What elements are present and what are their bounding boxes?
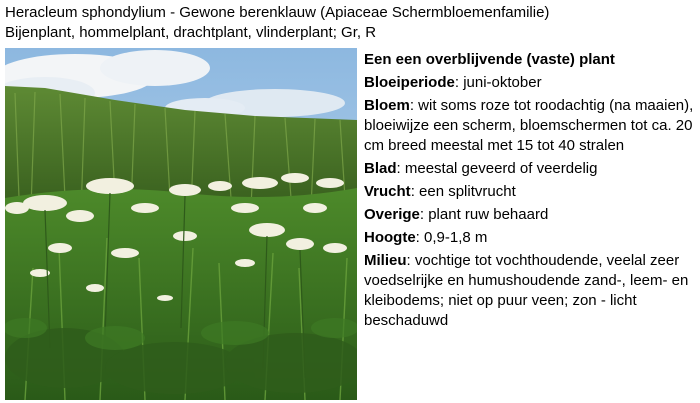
property-label: Overige	[364, 206, 420, 223]
property-overige	[364, 205, 696, 225]
plant-info	[364, 50, 696, 334]
property-blad	[364, 159, 696, 179]
property-label: Milieu	[364, 252, 407, 269]
property-label: Hoogte	[364, 229, 416, 246]
property-label: Vrucht	[364, 183, 411, 200]
species-title: Heracleum sphondylium - Gewone berenklauw (Apiaceae Schermbloemenfamilie)	[5, 4, 550, 21]
property-value: : een splitvrucht	[410, 183, 516, 200]
plant-photo	[5, 48, 357, 400]
property-milieu	[364, 251, 696, 331]
property-label: Bloem	[364, 97, 410, 114]
property-bloeiperiode	[364, 73, 696, 93]
property-value: : 0,9-1,8 m	[415, 229, 488, 246]
property-bloem	[364, 96, 696, 156]
property-value: : juni-oktober	[454, 74, 542, 91]
property-value: : plant ruw behaard	[419, 206, 549, 223]
page-header	[5, 3, 695, 43]
property-vrucht	[364, 182, 696, 202]
property-value: : meestal geveerd of veerdelig	[396, 160, 598, 177]
property-value: : wit soms roze tot roodachtig (na maaien), bloeiwijze een scherm, bloemschermen tot ca. 20 cm breed meestal met 15 tot 40 stralen	[364, 97, 694, 154]
property-value: : vochtige tot vochthoudende, veelal zeer voedselrijke en humushoudende zand-, leem- en kleibodems; niet op puur veen; zon - licht beschaduwd	[364, 252, 689, 329]
plant-photo-illustration	[5, 48, 357, 400]
property-hoogte	[364, 228, 696, 248]
plant-categories: Bijenplant, hommelplant, drachtplant, vlinderplant; Gr, R	[5, 24, 377, 41]
property-label: Bloeiperiode	[364, 74, 455, 91]
plant-type-heading: Een een overblijvende (vaste) plant	[364, 51, 615, 68]
property-label: Blad	[364, 160, 397, 177]
